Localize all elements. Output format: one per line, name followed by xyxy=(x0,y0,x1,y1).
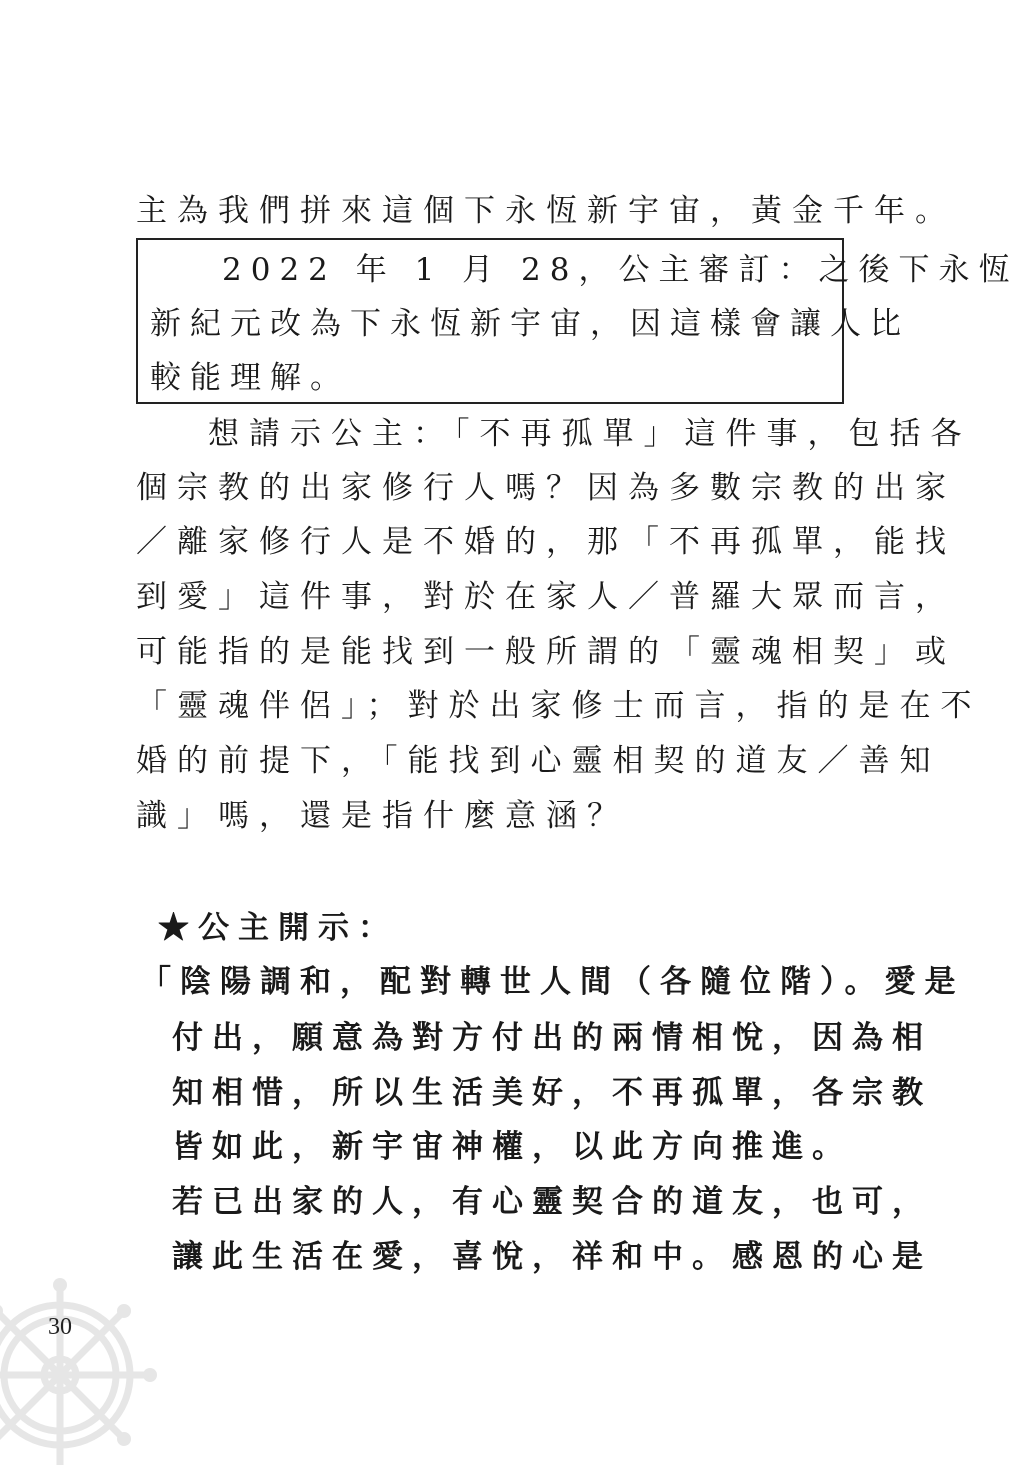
question-line: 個宗教的出家修行人嗎？因為多數宗教的出家 xyxy=(136,470,956,506)
question-line: 到愛」這件事，對於在家人／普羅大眾而言， xyxy=(136,579,956,615)
teaching-line: 皆如此，新宇宙神權，以此方向推進。 xyxy=(172,1129,852,1165)
question-line: 婚的前提下，「能找到心靈相契的道友／善知 xyxy=(136,743,941,779)
question-line: 可能指的是能找到一般所謂的「靈魂相契」或 xyxy=(136,634,956,670)
note-box xyxy=(136,238,1018,404)
ship-wheel-icon xyxy=(0,1275,160,1475)
question-line: 想請示公主：「不再孤單」這件事，包括各 xyxy=(208,416,972,452)
question-line: 識」嗎，還是指什麼意涵？ xyxy=(136,798,628,834)
teaching-heading: ★公主開示： xyxy=(158,910,398,946)
teaching-line: 知相惜，所以生活美好，不再孤單，各宗教 xyxy=(172,1075,932,1111)
note-line: 新紀元改為下永恆新宇宙，因這樣會讓人比 xyxy=(150,306,910,342)
teaching-line: 「陰陽調和，配對轉世人間（各隨位階）。愛是 xyxy=(140,964,965,1000)
question-line: ／離家修行人是不婚的，那「不再孤單，能找 xyxy=(136,524,956,560)
question-line: 「靈魂伴侶」；對於出家修士而言，指的是在不 xyxy=(136,688,982,724)
note-line: 2022 年 1 月 28，公主審訂：之後下永恆 xyxy=(222,252,1018,288)
teaching-line: 付出，願意為對方付出的兩情相悅，因為相 xyxy=(172,1020,932,1056)
page-number: 30 xyxy=(48,1314,72,1340)
body-text-line: 主為我們拼來這個下永恆新宇宙，黃金千年。 xyxy=(136,193,956,229)
teaching-line: 讓此生活在愛，喜悅，祥和中。感恩的心是 xyxy=(172,1239,932,1275)
note-line: 較能理解。 xyxy=(150,360,350,396)
teaching-line: 若已出家的人，有心靈契合的道友，也可， xyxy=(172,1184,932,1220)
